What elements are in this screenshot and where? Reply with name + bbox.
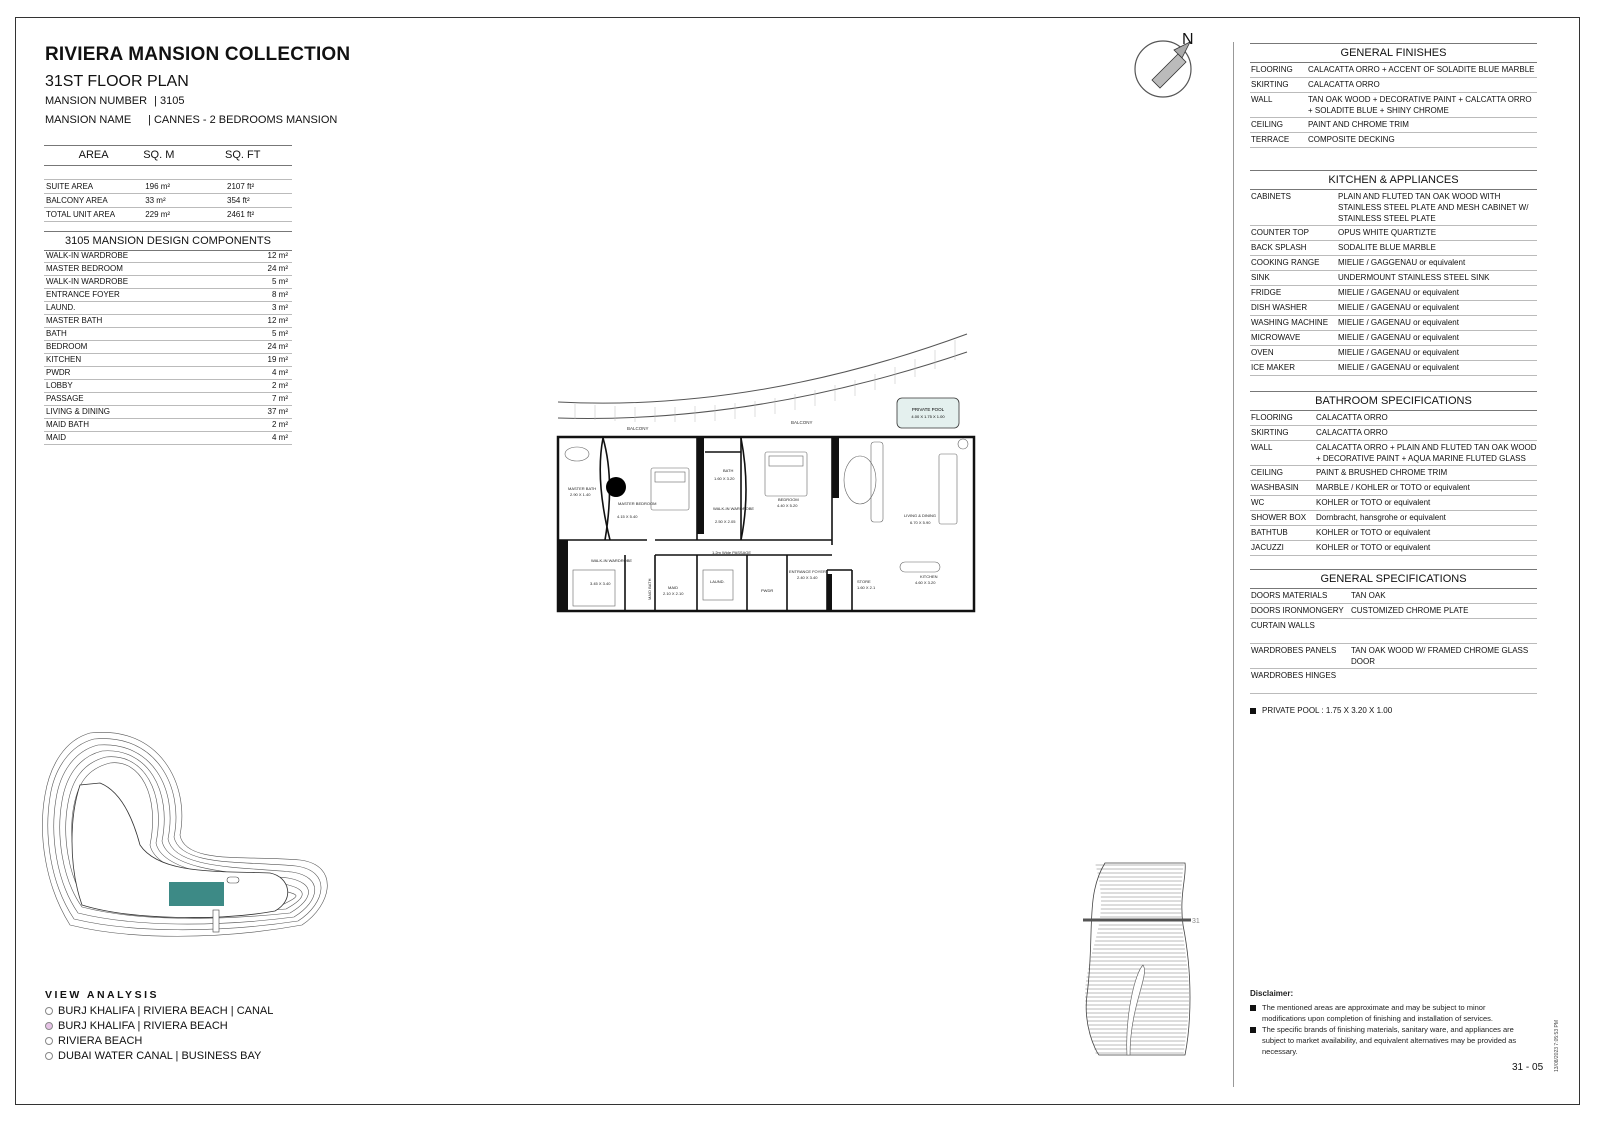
- table-row: OVEN MIELIE / GAGENAU or equivalent: [1250, 346, 1537, 361]
- room-store-dims: 1.60 X 2.1: [857, 585, 876, 590]
- room-kitchen: KITCHEN: [920, 574, 938, 579]
- room-wardrobe-2-dims: 3.45 X 3.40: [590, 581, 611, 586]
- table-row: SHOWER BOX Dornbracht, hansgrohe or equivalent: [1250, 511, 1537, 526]
- list-item: LAUND. 3 m²: [44, 302, 292, 315]
- legend-swatch: [45, 1037, 53, 1045]
- table-row: WASHING MACHINE MIELIE / GAGENAU or equivalent: [1250, 316, 1537, 331]
- balcony-edge: [558, 334, 967, 403]
- list-item: MAID 4 m²: [44, 432, 292, 445]
- table-row: TERRACE COMPOSITE DECKING: [1250, 133, 1537, 148]
- table-row: CABINETS PLAIN AND FLUTED TAN OAK WOOD WITH STAINLESS STEEL PLATE AND MESH CABINET W/ STAINLESS STEEL PLATE: [1250, 190, 1537, 226]
- area-table: [44, 145, 292, 222]
- components-list: [44, 250, 292, 445]
- list-item: RIVIERA BEACH: [45, 1033, 273, 1048]
- legend-swatch: [45, 1052, 53, 1060]
- legend-swatch: [45, 1007, 53, 1015]
- table-row: DOORS MATERIALS TAN OAK: [1250, 589, 1537, 604]
- table-row: JACUZZI KOHLER or TOTO or equivalent: [1250, 541, 1537, 556]
- tower-outline: [1086, 863, 1190, 1055]
- table-row: SINK UNDERMOUNT STAINLESS STEEL SINK: [1250, 271, 1537, 286]
- kitchen-title: KITCHEN & APPLIANCES: [1250, 170, 1537, 190]
- room-bath-dims: 1.60 X 3.20: [714, 476, 735, 481]
- table-row: CEILING PAINT AND CHROME TRIM: [1250, 118, 1537, 133]
- components-title: 3105 MANSION DESIGN COMPONENTS: [44, 231, 292, 251]
- list-item: MAID BATH 2 m²: [44, 419, 292, 432]
- room-maid-bath: MAID BATH: [647, 578, 652, 600]
- pool-marker: [213, 910, 219, 932]
- balcony-label-right: BALCONY: [791, 420, 813, 425]
- general-finishes-section: [1250, 43, 1537, 148]
- mansion-name-value: | CANNES - 2 BEDROOMS MANSION: [148, 114, 338, 126]
- room-walk-in-wardrobe: WALK-IN WARDROBE: [713, 506, 755, 511]
- tower-void: [1127, 965, 1145, 1055]
- general-finishes-title: GENERAL FINISHES: [1250, 43, 1537, 63]
- room-master-bath-dims: 2.90 X 1.40: [570, 492, 591, 497]
- table-row: COUNTER TOP OPUS WHITE QUARTIZTE: [1250, 226, 1537, 241]
- column-marker: [606, 477, 626, 497]
- room-master-bath: MASTER BATH: [568, 486, 597, 491]
- building-key-plan: [40, 725, 335, 950]
- view-analysis-title: VIEW ANALYSIS: [45, 989, 159, 1001]
- list-item: WALK-IN WARDROBE 12 m²: [44, 250, 292, 263]
- room-maid-dims: 2.10 X 2.10: [663, 591, 684, 596]
- legend-swatch: [45, 1022, 53, 1030]
- table-row: BACK SPLASH SODALITE BLUE MARBLE: [1250, 241, 1537, 256]
- private-pool-note: PRIVATE POOL : 1.75 X 3.20 X 1.00: [1250, 706, 1392, 715]
- floor-plan-title: 31ST FLOOR PLAN: [45, 73, 189, 90]
- bullet-icon: [1250, 1027, 1256, 1033]
- mansion-number: [45, 95, 185, 107]
- table-row: WARDROBES HINGES: [1250, 669, 1537, 694]
- list-item: KITCHEN 19 m²: [44, 354, 292, 367]
- table-row: TOTAL UNIT AREA 229 m² 2461 ft²: [44, 208, 292, 222]
- page-number: 31 - 05: [1512, 1062, 1544, 1073]
- room-living-dining: LIVING & DINING: [904, 513, 937, 518]
- room-entrance-dims: 2.40 X 3.40: [797, 575, 818, 580]
- list-item: MASTER BATH 12 m²: [44, 315, 292, 328]
- sqm-header: SQ. M: [143, 146, 225, 166]
- list-item: The mentioned areas are approximate and may be subject to minor modifications upon completion of finishing and installation of services.: [1250, 1002, 1525, 1024]
- passage-label: 1.2m Wide PASSAGE: [712, 550, 752, 555]
- mansion-number-label: MANSION NUMBER: [45, 95, 148, 107]
- room-maid: MAID: [668, 585, 678, 590]
- area-header: AREA: [44, 146, 143, 166]
- list-item: BEDROOM 24 m²: [44, 341, 292, 354]
- column-divider: [1233, 42, 1234, 1087]
- room-wardrobe-2: WALK-IN WARDROBE: [591, 558, 633, 563]
- list-item: The specific brands of finishing materials, sanitary ware, and appliances are subject to market availability, and equivalent alternatives may be provided as necessary.: [1250, 1024, 1525, 1057]
- balcony-label-left: BALCONY: [627, 426, 649, 431]
- room-laundry: LAUND.: [710, 579, 725, 584]
- disclaimer-title: Disclaimer:: [1250, 989, 1294, 998]
- pool-label: PRIVATE POOL: [911, 407, 945, 412]
- room-kitchen-dims: 4.60 X 3.20: [915, 580, 936, 585]
- table-row: WASHBASIN MARBLE / KOHLER or TOTO or equivalent: [1250, 481, 1537, 496]
- private-pool: [897, 398, 959, 428]
- page-title: RIVIERA MANSION COLLECTION: [45, 44, 351, 65]
- table-row: CURTAIN WALLS: [1250, 619, 1537, 644]
- room-bedroom: BEDROOM: [778, 497, 799, 502]
- disclaimer: [1250, 988, 1525, 1057]
- room-bath: BATH: [723, 468, 734, 473]
- list-item: BURJ KHALIFA | RIVIERA BEACH: [45, 1018, 273, 1033]
- mansion-name: [45, 114, 337, 126]
- list-item: MASTER BEDROOM 24 m²: [44, 263, 292, 276]
- table-row: FLOORING CALACATTA ORRO + ACCENT OF SOLADITE BLUE MARBLE: [1250, 63, 1537, 78]
- table-row: BATHTUB KOHLER or TOTO or equivalent: [1250, 526, 1537, 541]
- bullet-icon: [1250, 708, 1256, 714]
- list-item: ENTRANCE FOYER 8 m²: [44, 289, 292, 302]
- list-item: PWDR 4 m²: [44, 367, 292, 380]
- table-row: SKIRTING CALACATTA ORRO: [1250, 426, 1537, 441]
- pool-dims: 4.00 X 1.75 X 1.00: [911, 414, 945, 419]
- tower-elevation: [1075, 855, 1210, 1060]
- deck-marker: [227, 877, 239, 883]
- compass-north-label: N: [1182, 31, 1194, 48]
- table-row: WC KOHLER or TOTO or equivalent: [1250, 496, 1537, 511]
- room-bedroom-dims: 4.40 X 5.20: [777, 503, 798, 508]
- bathroom-section: [1250, 391, 1537, 556]
- floor-number-label: 31: [1192, 918, 1200, 925]
- table-row: FRIDGE MIELIE / GAGENAU or equivalent: [1250, 286, 1537, 301]
- bullet-icon: [1250, 1005, 1256, 1011]
- table-row: WARDROBES PANELS TAN OAK WOOD W/ FRAMED CHROME GLASS DOOR: [1250, 644, 1537, 669]
- table-row: MICROWAVE MIELIE / GAGENAU or equivalent: [1250, 331, 1537, 346]
- floor-plan: [555, 330, 980, 620]
- list-item: LIVING & DINING 37 m²: [44, 406, 292, 419]
- table-row: WALL CALACATTA ORRO + PLAIN AND FLUTED TAN OAK WOOD + DECORATIVE PAINT + AQUA MARINE FLUTED GLASS: [1250, 441, 1537, 466]
- table-row: DOORS IRONMONGERY CUSTOMIZED CHROME PLATE: [1250, 604, 1537, 619]
- room-pwdr: PWDR: [761, 588, 774, 593]
- room-living-dining-dims: 6.70 X 5.90: [910, 520, 931, 525]
- table-row: CEILING PAINT & BRUSHED CHROME TRIM: [1250, 466, 1537, 481]
- table-row: COOKING RANGE MIELIE / GAGGENAU or equivalent: [1250, 256, 1537, 271]
- room-store: STORE: [857, 579, 871, 584]
- table-row: SKIRTING CALACATTA ORRO: [1250, 78, 1537, 93]
- list-item: LOBBY 2 m²: [44, 380, 292, 393]
- unit-highlight: [169, 882, 224, 906]
- bathroom-title: BATHROOM SPECIFICATIONS: [1250, 391, 1537, 411]
- view-analysis-legend: [45, 1003, 273, 1063]
- table-row: ICE MAKER MIELIE / GAGENAU or equivalent: [1250, 361, 1537, 376]
- room-walk-in-wardrobe-dims: 2.50 X 2.05: [715, 519, 736, 524]
- mansion-number-value: | 3105: [154, 95, 185, 107]
- kitchen-section: [1250, 170, 1537, 376]
- room-master-bedroom-dims: 4.15 X 5.40: [617, 514, 638, 519]
- table-row: DISH WASHER MIELIE / GAGENAU or equivalent: [1250, 301, 1537, 316]
- general-specs-section: [1250, 569, 1537, 694]
- table-row: BALCONY AREA 33 m² 354 ft²: [44, 194, 292, 208]
- list-item: PASSAGE 7 m²: [44, 393, 292, 406]
- mansion-name-label: MANSION NAME: [45, 114, 132, 126]
- list-item: BURJ KHALIFA | RIVIERA BEACH | CANAL: [45, 1003, 273, 1018]
- list-item: WALK-IN WARDROBE 5 m²: [44, 276, 292, 289]
- room-master-bedroom: MASTER BEDROOM: [618, 501, 657, 506]
- table-row: WALL TAN OAK WOOD + DECORATIVE PAINT + CALCATTA ORRO + SOLADITE BLUE + SHINY CHROME: [1250, 93, 1537, 118]
- list-item: BATH 5 m²: [44, 328, 292, 341]
- print-stamp: 13/08/2023 7:05:53 PM: [1554, 1020, 1560, 1072]
- sqft-header: SQ. FT: [225, 146, 292, 166]
- table-row: FLOORING CALACATTA ORRO: [1250, 411, 1537, 426]
- north-compass-icon: [1130, 28, 1200, 100]
- table-row: SUITE AREA 196 m² 2107 ft²: [44, 180, 292, 194]
- general-specs-title: GENERAL SPECIFICATIONS: [1250, 569, 1537, 589]
- room-entrance-foyer: ENTRANCE FOYER: [789, 569, 826, 574]
- list-item: DUBAI WATER CANAL | BUSINESS BAY: [45, 1048, 273, 1063]
